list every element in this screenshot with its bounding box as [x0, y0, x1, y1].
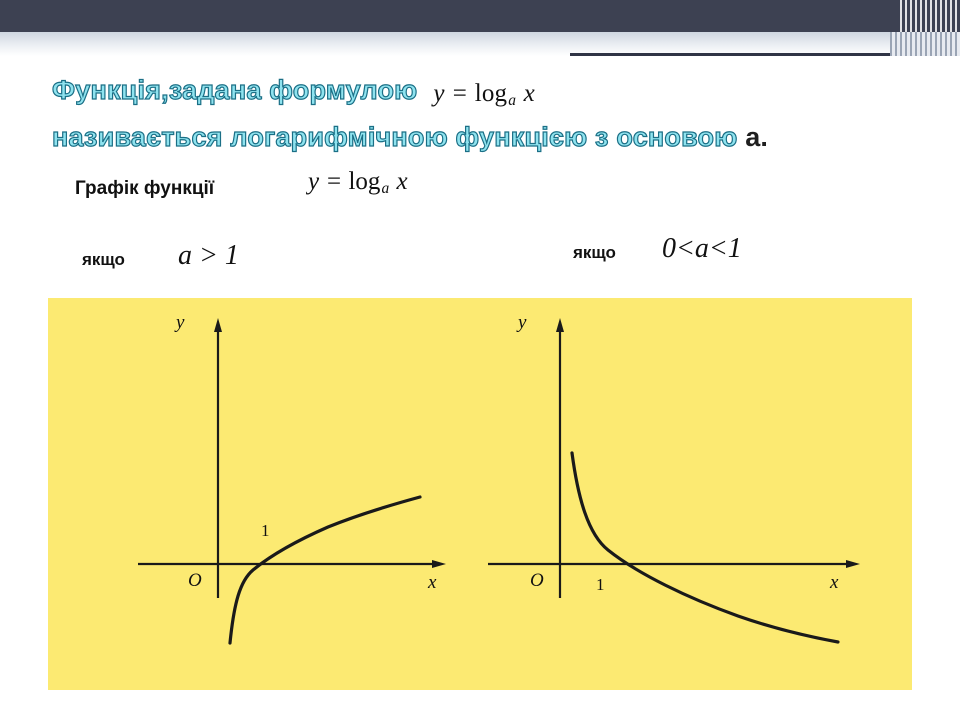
- figure-panel: [48, 298, 912, 690]
- condition-left-formula: a > 1: [178, 240, 239, 271]
- band-stripes-icon: [900, 0, 960, 32]
- right-x-axis-label: x: [830, 572, 839, 593]
- left-graph: [138, 312, 446, 643]
- condition-right-label: якщо: [573, 243, 616, 262]
- under-band-stripes-icon: [890, 32, 960, 56]
- condition-right-formula: 0<a<1: [662, 233, 742, 264]
- headline-base-letter: a.: [745, 122, 769, 153]
- headline-line2-text: називається логарифмічною функцією з основою: [52, 122, 746, 153]
- headline-line1-text: Функція,задана формулою: [52, 75, 418, 105]
- header-rule: [570, 53, 890, 56]
- top-decorative-band: [0, 0, 960, 32]
- headline-formula: $y = \log_a x$: [433, 80, 535, 110]
- log-graphs-svg: [48, 298, 912, 690]
- page-title: [52, 72, 932, 155]
- right-tick-label: 1: [596, 575, 605, 594]
- right-origin-label: O: [530, 570, 544, 591]
- left-tick-label: 1: [261, 521, 270, 540]
- left-y-axis-label: y: [176, 312, 185, 333]
- right-graph: [488, 312, 860, 642]
- left-x-axis-label: x: [428, 572, 437, 593]
- condition-left-label: якщо: [82, 250, 125, 269]
- graph-section-label: Графік функції: [75, 178, 215, 199]
- left-origin-label: O: [188, 570, 202, 591]
- graph-section-formula: $y = \log_a x$: [308, 168, 408, 198]
- right-y-axis-label: y: [518, 312, 527, 333]
